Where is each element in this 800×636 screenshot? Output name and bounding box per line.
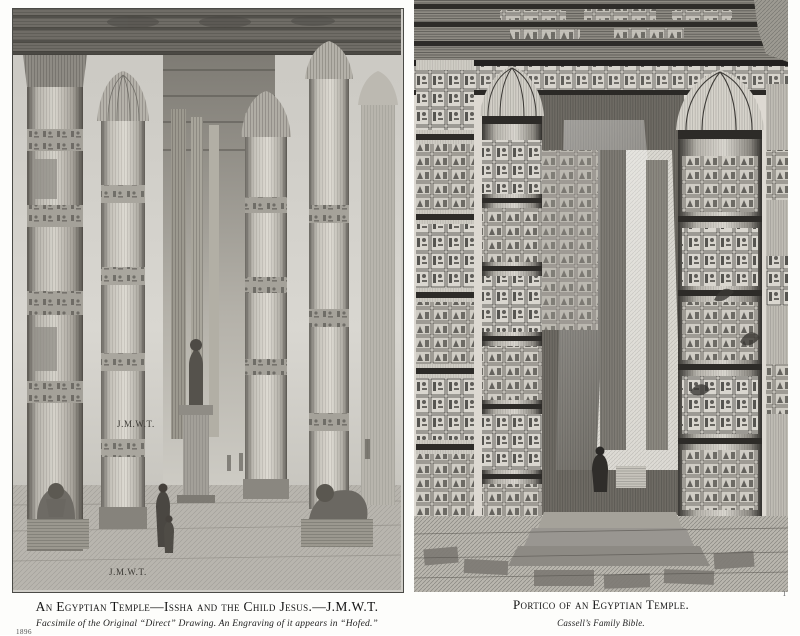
plate-right-subtitle: Cassell’s Family Bible. — [557, 617, 645, 628]
plate-number: 1 — [782, 590, 786, 598]
column-right-lotus — [676, 70, 764, 539]
engraving-portico — [414, 0, 788, 592]
artist-monogram-lower: J.M.W.T. — [109, 567, 147, 577]
plate-left-title: An Egyptian Temple—Issha and the Child Jesus.—J.M.W.T. — [35, 599, 379, 614]
column-left-foreground — [23, 55, 87, 551]
rubble-foreground — [414, 512, 788, 592]
column-far-left — [416, 60, 474, 555]
engraving-issha — [13, 9, 401, 590]
column-second — [97, 71, 149, 529]
folio-mark: 1896 — [16, 628, 32, 636]
column-left-lotus — [480, 66, 544, 554]
artwork-portico-egyptian-temple — [414, 0, 788, 592]
artist-monogram-upper: J.M.W.T. — [117, 419, 155, 429]
caption-right — [414, 598, 788, 628]
column-far-right — [766, 84, 788, 544]
plate-right-title: Portico of an Egyptian Temple. — [512, 597, 690, 612]
column-third — [241, 91, 291, 499]
plate-right — [414, 0, 788, 626]
plate-left — [12, 8, 402, 634]
caption-left — [12, 599, 402, 629]
artwork-egyptian-temple-issha — [12, 8, 404, 593]
plate-left-subtitle: Facsimile of the Original “Direct” Drawing. An Engraving of it appears in “Hofed.” — [35, 618, 379, 629]
